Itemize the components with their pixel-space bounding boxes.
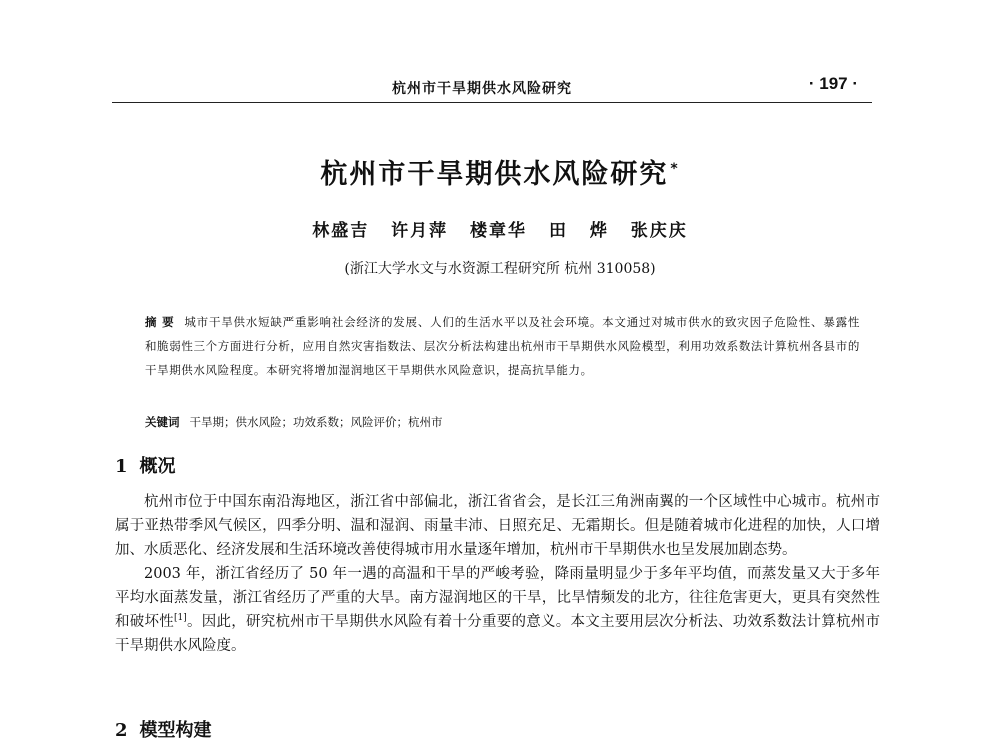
authors: 林盛吉 许月萍 楼章华 田 烨 张庆庆 bbox=[312, 221, 688, 241]
paper-title-text: 杭州市干旱期供水风险研究 bbox=[320, 159, 669, 190]
running-title: 杭州市干旱期供水风险研究 bbox=[392, 81, 572, 97]
title-footnote-mark: * bbox=[670, 161, 680, 177]
section-2-title: 模型构建 bbox=[139, 720, 212, 741]
page-number: · 197 · bbox=[808, 74, 858, 93]
section-1-body bbox=[115, 490, 880, 658]
paragraph-2-text-b: 。因此，研究杭州市干旱期供水风险有着十分重要的意义。本文主要用层次分析法、功效系数法计算杭州市干旱期供水风险度。 bbox=[115, 614, 880, 654]
section-1-heading bbox=[115, 452, 176, 478]
affiliation: (浙江大学水文与水资源工程研究所 杭州 310058) bbox=[344, 261, 656, 277]
abstract-text: 城市干旱供水短缺严重影响社会经济的发展、人们的生活水平以及社会环境。本文通过对城市供水的致灾因子危险性、暴露性和脆弱性三个方面进行分析，应用自然灾害指数法、层次分析法构建出杭州市干旱期供水风险模型，利用功效系数法计算杭州各县市的干旱期供水风险程度。本研究将增加湿润地区干旱期供水风险意识，提高抗旱能力。 bbox=[145, 315, 860, 377]
keywords bbox=[145, 410, 860, 434]
abstract bbox=[145, 310, 860, 382]
running-header bbox=[112, 72, 872, 103]
keywords-text: 干旱期；供水风险；功效系数；风险评价；杭州市 bbox=[189, 415, 443, 429]
citation-ref-1: [1] bbox=[174, 613, 187, 624]
section-1-paragraph-1: 杭州市位于中国东南沿海地区，浙江省中部偏北，浙江省省会，是长江三角洲南翼的一个区域性中心城市。杭州市属于亚热带季风气候区，四季分明、温和湿润、雨量丰沛、日照充足、无霜期长。但是随着城市化进程的加快，人口增加、水质恶化、经济发展和生活环境改善使得城市用水量逐年增加，杭州市干旱期供水也呈发展加剧态势。 bbox=[115, 494, 880, 558]
paper-title bbox=[0, 152, 1000, 191]
section-2-heading bbox=[115, 716, 212, 742]
section-1-title: 概况 bbox=[139, 456, 176, 477]
abstract-label: 摘 要 bbox=[145, 315, 175, 329]
paragraph-2-text-a: 2003 年，浙江省经历了 50 年一遇的高温和干旱的严峻考验，降雨量明显少于多年平均值，而蒸发量又大于多年平均水面蒸发量，浙江省经历了严重的大旱。南方湿润地区的干旱，比旱情频发的北方，往往危害更大，更具有突然性和破坏性 bbox=[115, 566, 880, 630]
section-1-number: 1 bbox=[115, 456, 128, 477]
section-2-number: 2 bbox=[115, 720, 128, 741]
section-1-paragraph-2 bbox=[115, 562, 880, 658]
keywords-label: 关键词 bbox=[145, 415, 180, 429]
